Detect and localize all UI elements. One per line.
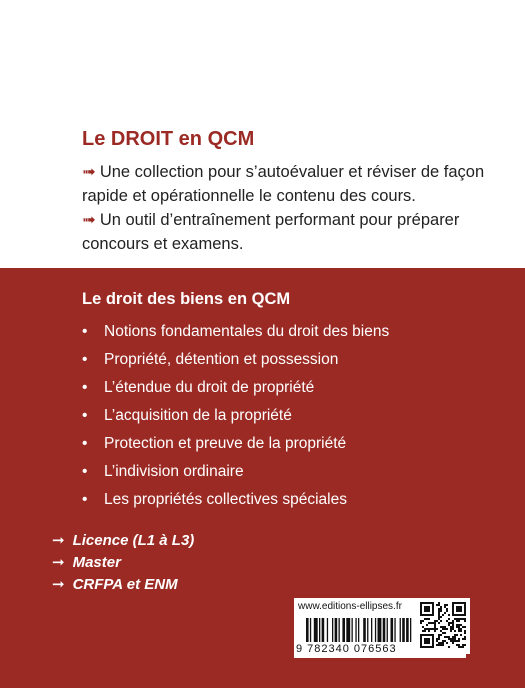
list-item: ➞ Master: [52, 554, 121, 571]
intro-text-1: Une collection pour s’autoévaluer et réviser de façon rapide et opérationnelle le contenu des cours.: [82, 163, 485, 205]
list-item: ➞ CRFPA et ENM: [52, 576, 178, 593]
publisher-url: www.editions-ellipses.fr: [298, 601, 402, 612]
arrow-icon: ➟: [82, 211, 96, 229]
list-item: • Protection et preuve de la propriété: [82, 430, 389, 458]
book-title: Le droit des biens en QCM: [82, 290, 291, 308]
list-item: • Les propriétés collectives spéciales: [82, 486, 389, 514]
intro-text-2: Un outil d’entraînement performant pour préparer concours et examens.: [82, 211, 460, 253]
bullet-icon: •: [82, 323, 88, 340]
list-item: • L’étendue du droit de propriété: [82, 374, 389, 402]
list-item: • L’acquisition de la propriété: [82, 402, 389, 430]
list-item: • Notions fondamentales du droit des biens: [82, 318, 389, 346]
arrow-icon: ➟: [82, 163, 96, 181]
book-section: [0, 268, 525, 688]
isbn-number: 9 782340 076563: [296, 643, 397, 655]
qr-code-icon: [420, 602, 466, 648]
intro-paragraph-2: [82, 208, 502, 256]
intro-section: [0, 0, 525, 268]
bullet-icon: •: [82, 379, 88, 396]
list-item: ➞ Licence (L1 à L3): [52, 532, 195, 549]
qr-panel: [416, 598, 470, 654]
bullet-icon: •: [82, 407, 88, 424]
arrow-icon: ➞: [52, 554, 65, 571]
list-item: • L’indivision ordinaire: [82, 458, 389, 486]
bullet-icon: •: [82, 491, 88, 508]
collection-title: Le DROIT en QCM: [82, 128, 255, 150]
intro-paragraph-1: [82, 160, 502, 208]
list-item: • Propriété, détention et possession: [82, 346, 389, 374]
bullet-icon: •: [82, 351, 88, 368]
level-list: [52, 530, 194, 596]
topic-list: [82, 318, 389, 514]
arrow-icon: ➞: [52, 576, 65, 593]
bullet-icon: •: [82, 463, 88, 480]
bullet-icon: •: [82, 435, 88, 452]
arrow-icon: ➞: [52, 532, 65, 549]
